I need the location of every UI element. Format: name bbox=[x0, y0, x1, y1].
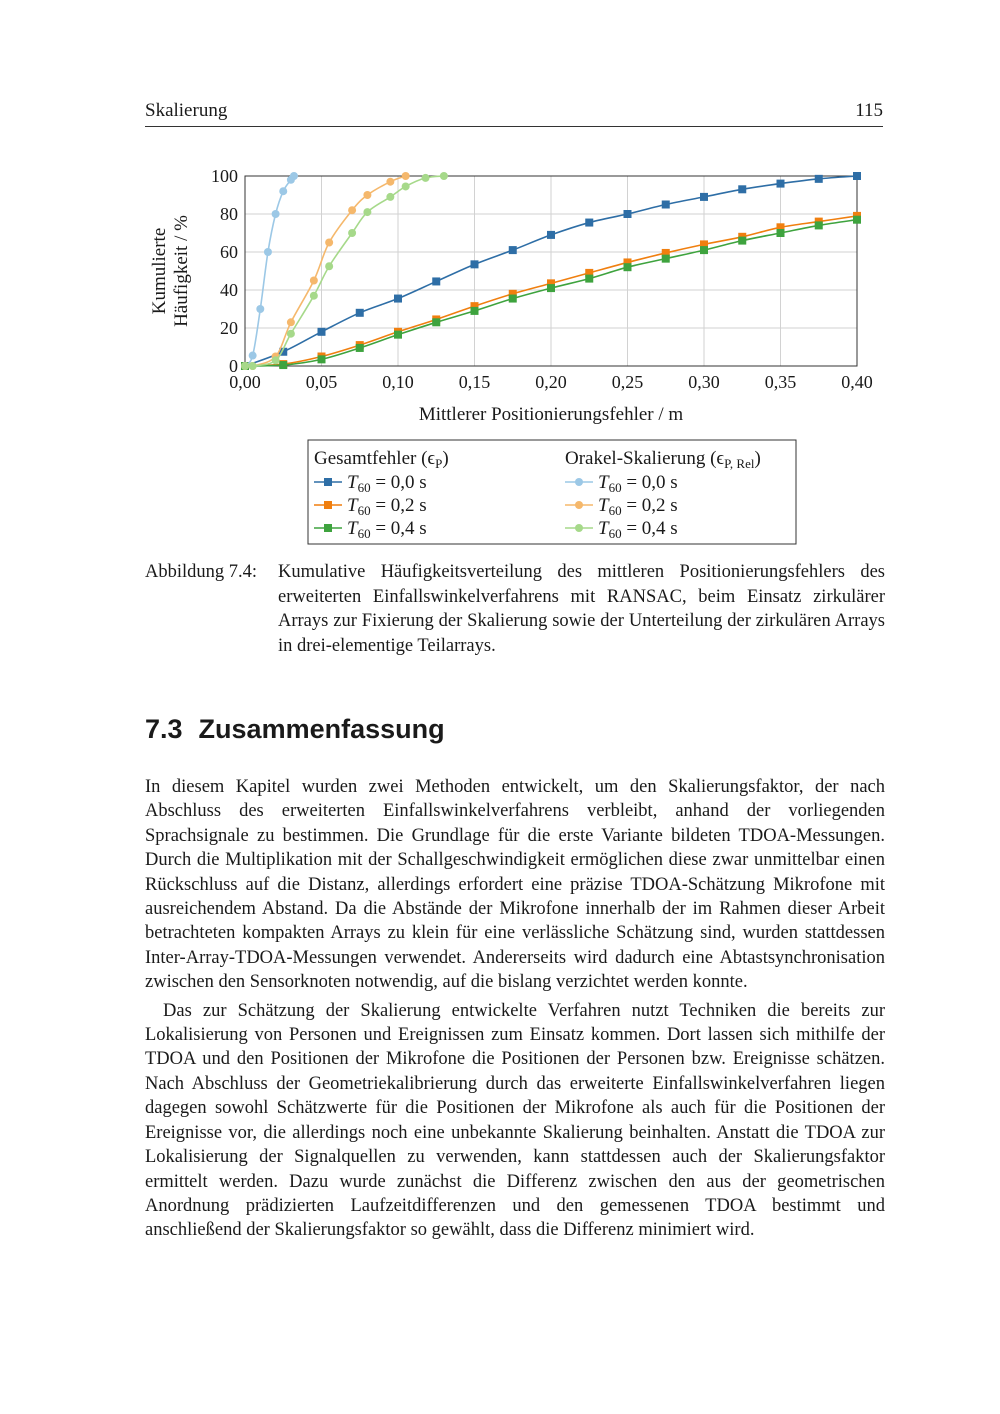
data-point bbox=[348, 206, 356, 214]
x-tick-label: 0,40 bbox=[841, 372, 873, 392]
data-point bbox=[440, 172, 448, 180]
x-tick-label: 0,15 bbox=[458, 372, 491, 392]
data-point bbox=[853, 172, 861, 180]
data-point bbox=[287, 330, 295, 338]
data-point bbox=[738, 185, 746, 193]
legend-marker bbox=[324, 524, 332, 532]
data-point bbox=[348, 229, 356, 237]
data-point bbox=[394, 331, 402, 339]
section-title: Zusammenfassung bbox=[198, 714, 445, 744]
data-point bbox=[241, 362, 249, 370]
x-axis-label: Mittlerer Positionierungsfehler / m bbox=[418, 404, 684, 425]
y-axis-label-line2: Häufigkeit / % bbox=[171, 215, 192, 327]
legend-group2-title: Orakel-Skalierung $(\epsilon_{P, Rel})$ bbox=[565, 448, 761, 471]
caption-text: Kumulative Häufigkeitsverteilung des mittleren Positionierungsfehlers des erweiterten Einfallswinkelverfahrens mit RANSAC, beim Einsatz zirkulärer Arrays zur Fixierung der Skalierung sowie der Unterteilung der zirkulären Arrays in drei-elementige Teilarrays. bbox=[278, 562, 885, 656]
data-point bbox=[325, 262, 333, 270]
running-head-title: Skalierung bbox=[145, 100, 228, 121]
data-point bbox=[585, 219, 593, 227]
data-point bbox=[853, 216, 861, 224]
legend-marker bbox=[575, 501, 583, 509]
data-point bbox=[815, 221, 823, 229]
data-point bbox=[547, 231, 555, 239]
data-point bbox=[363, 191, 371, 199]
chart-grid bbox=[245, 176, 857, 366]
data-point bbox=[624, 263, 632, 271]
data-point bbox=[402, 182, 410, 190]
x-tick-label: 0,30 bbox=[688, 372, 720, 392]
y-tick-label: 20 bbox=[220, 318, 238, 338]
data-point bbox=[471, 260, 479, 268]
caption-label: Abbildung 7.4: bbox=[145, 562, 258, 582]
data-point bbox=[318, 328, 326, 336]
legend-marker bbox=[575, 478, 583, 486]
series-3 bbox=[241, 172, 298, 370]
paragraph: Das zur Schätzung der Skalierung entwickelte Verfahren nutzt Techniken die bereits zur Lokalisierung von Personen und Ereignissen zum Einsatz kommen. Dort lassen sich mithilfe der TDOA und den Positionen der Mikrofone die Positionen der Personen bzw. Ereignisse schätzen. Nach Abschluss der Geometriekalibrierung durch das erweiterte Einfallswinkelverfahren liegen dagegen sowohl Schätzwerte für die Positionen der Mikrofone als auch für die Positionen der Ereignisse vor, die allerdings noch eine unbekannte Skalierung beinhalten. Anstatt die TDOA zur Lokalisierung der Signalquellen zu verwenden, kann stattdessen auch der Skalierungsfaktor ermittelt werden. Dazu wurde zunächst die Differenz zwischen den aus der geometrischen Anordnung prädizierten Laufzeitdifferenzen und den gemessenen TDOA bestimmt und anschließend der Skalierungsfaktor so gewählt, dass die Differenz minimiert wird. bbox=[145, 1000, 885, 1241]
data-point bbox=[624, 210, 632, 218]
data-point bbox=[777, 229, 785, 237]
legend-marker bbox=[324, 478, 332, 486]
data-point bbox=[700, 193, 708, 201]
data-point bbox=[662, 255, 670, 263]
x-tick-label: 0,25 bbox=[611, 372, 644, 392]
series-line bbox=[245, 176, 444, 366]
data-point bbox=[777, 180, 785, 188]
data-point bbox=[432, 277, 440, 285]
data-point bbox=[264, 248, 272, 256]
data-point bbox=[272, 210, 280, 218]
data-point bbox=[402, 172, 410, 180]
y-tick-label: 80 bbox=[220, 204, 238, 224]
series-4 bbox=[241, 172, 410, 370]
data-point bbox=[356, 309, 364, 317]
data-point bbox=[249, 352, 257, 360]
x-tick-label: 0,35 bbox=[764, 372, 797, 392]
data-point bbox=[662, 201, 670, 209]
x-tick-label: 0,00 bbox=[229, 372, 261, 392]
series-5 bbox=[241, 172, 448, 370]
legend-entry-label: $T_{60} = 0,4$ s bbox=[598, 518, 678, 541]
data-point bbox=[422, 174, 430, 182]
section-body bbox=[145, 775, 885, 1247]
data-point bbox=[279, 187, 287, 195]
data-point bbox=[279, 361, 287, 369]
running-head bbox=[145, 100, 883, 127]
data-point bbox=[585, 275, 593, 283]
data-point bbox=[249, 362, 257, 370]
section-heading bbox=[145, 714, 445, 745]
data-point bbox=[509, 246, 517, 254]
y-tick-label: 0 bbox=[229, 356, 238, 376]
paragraph: In diesem Kapitel wurden zwei Methoden entwickelt, um den Skalierungsfaktor, der nach Abschluss des erweiterten Einfallswinkelverfahrens verbleibt, anhand der vorliegenden Sprachsignale zu bestimmen. Die Grundlage für die erste Variante bildeten TDOA-Messungen. Durch die Multiplikation mit der Schallgeschwindigkeit ermöglichen diese zwar unmittelbar einen Rückschluss auf die Distanz, allerdings erfordert eine präzise TDOA-Schätzung Mikrofone mit ausreichendem Abstand. Da die Abstände der Mikrofone innerhalb der im Rahmen dieser Arbeit betrachteten kompakten Arrays zu klein für eine verlässliche Schätzung sind, wurden stattdessen Inter-Array-TDOA-Messungen verwendet. Andererseits wird dadurch eine Abtastsynchronisation zwischen den Sensorknoten notwendig, auf die bislang verzichtet werden konnte. bbox=[145, 777, 885, 993]
data-point bbox=[386, 178, 394, 186]
legend-marker bbox=[575, 524, 583, 532]
page-number: 115 bbox=[855, 100, 883, 121]
data-point bbox=[394, 295, 402, 303]
data-point bbox=[356, 344, 364, 352]
data-point bbox=[256, 305, 264, 313]
data-point bbox=[287, 318, 295, 326]
y-tick-label: 60 bbox=[220, 242, 238, 262]
data-point bbox=[310, 292, 318, 300]
legend-group1-title: Gesamtfehler $(\epsilon_P)$ bbox=[314, 448, 449, 471]
data-point bbox=[509, 295, 517, 303]
legend-entry-label: $T_{60} = 0,0$ s bbox=[598, 472, 678, 495]
data-point bbox=[547, 284, 555, 292]
data-point bbox=[363, 208, 371, 216]
data-point bbox=[386, 193, 394, 201]
legend-entry-label: $T_{60} = 0,0$ s bbox=[347, 472, 427, 495]
y-tick-label: 100 bbox=[211, 166, 238, 186]
legend-marker bbox=[324, 501, 332, 509]
x-tick-label: 0,05 bbox=[305, 372, 338, 392]
x-tick-label: 0,20 bbox=[535, 372, 567, 392]
legend-entry-label: $T_{60} = 0,4$ s bbox=[347, 518, 427, 541]
series-line bbox=[245, 176, 294, 366]
figure-caption bbox=[145, 560, 885, 658]
legend-entry-label: $T_{60} = 0,2$ s bbox=[347, 495, 427, 518]
data-point bbox=[432, 318, 440, 326]
data-point bbox=[471, 307, 479, 315]
legend-entry-label: $T_{60} = 0,2$ s bbox=[598, 495, 678, 518]
data-point bbox=[272, 356, 280, 364]
data-point bbox=[290, 172, 298, 180]
cumulative-error-chart bbox=[0, 150, 1000, 550]
y-tick-label: 40 bbox=[220, 280, 238, 300]
y-axis-label-line1: Kumulierte bbox=[149, 227, 170, 315]
data-point bbox=[738, 237, 746, 245]
data-point bbox=[700, 246, 708, 254]
data-point bbox=[815, 175, 823, 183]
data-point bbox=[325, 239, 333, 247]
data-point bbox=[310, 277, 318, 285]
data-point bbox=[318, 355, 326, 363]
section-number: 7.3 bbox=[145, 714, 183, 744]
x-tick-label: 0,10 bbox=[382, 372, 414, 392]
